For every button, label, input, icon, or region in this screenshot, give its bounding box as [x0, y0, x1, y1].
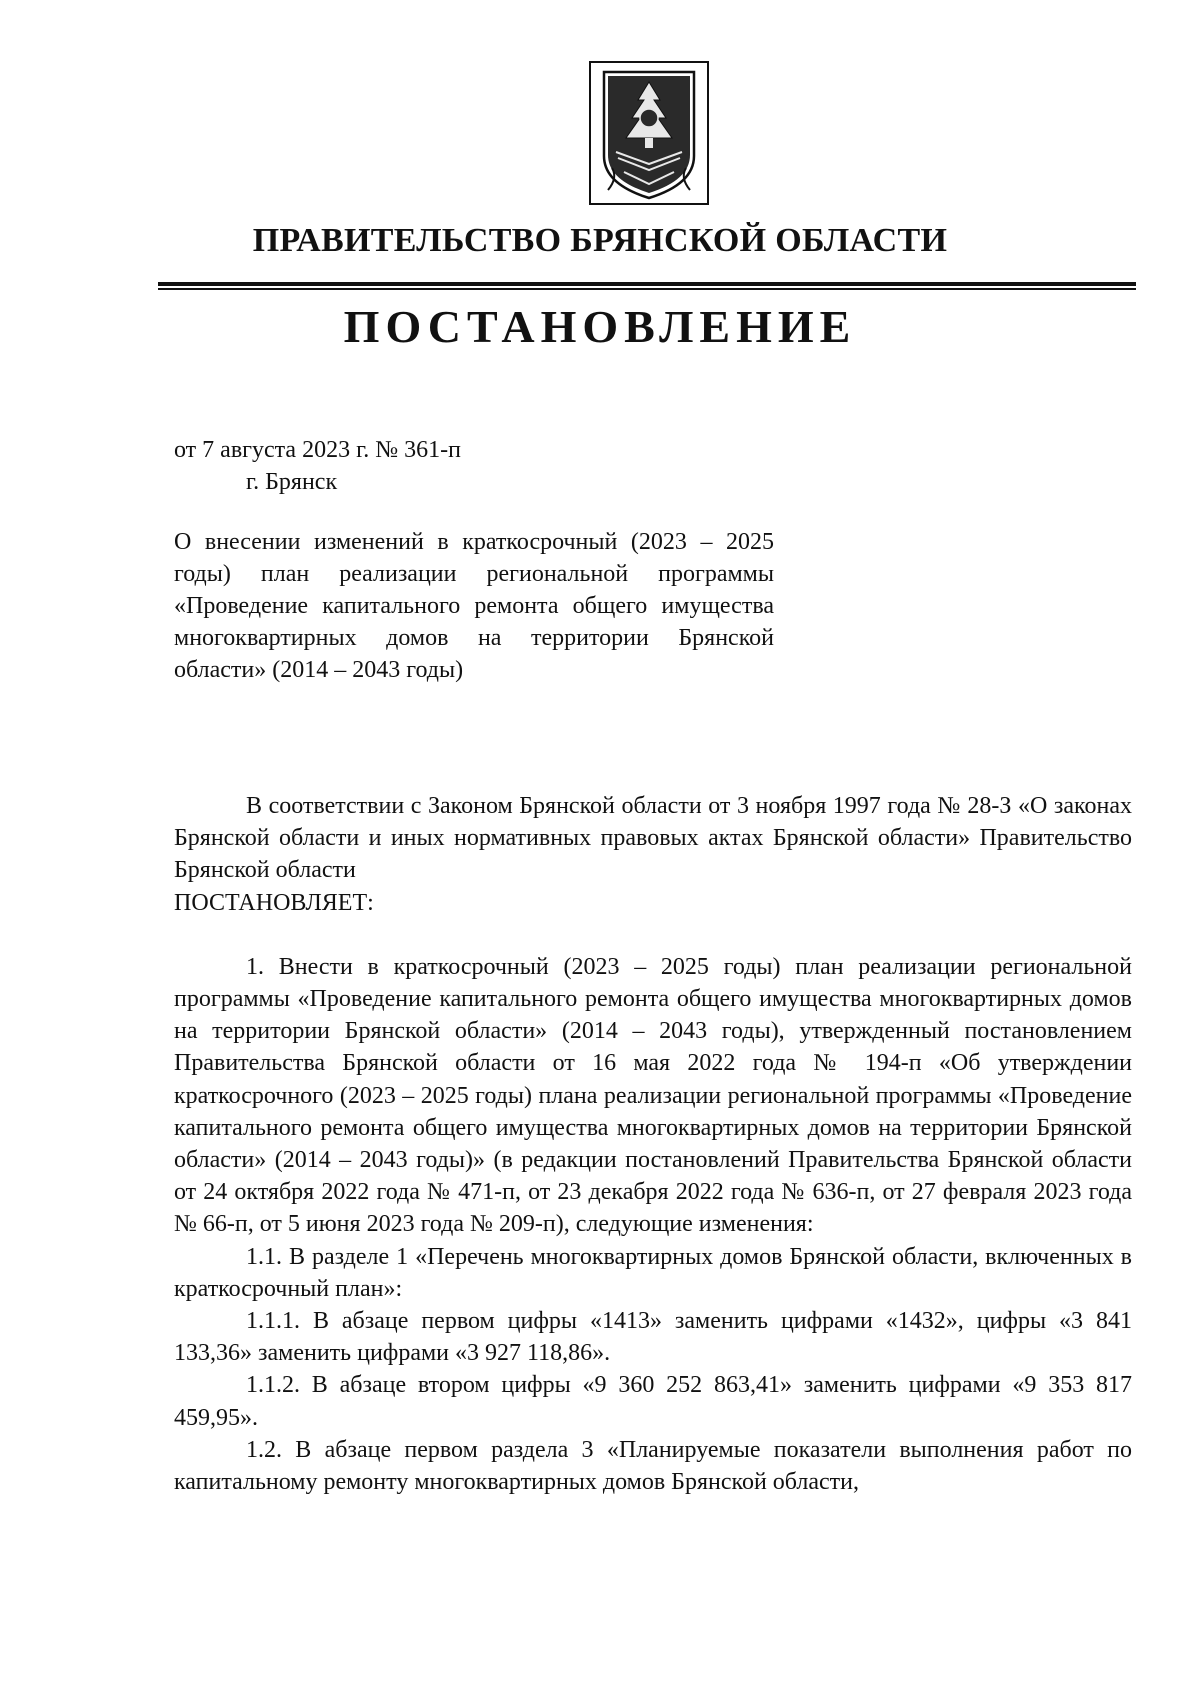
- header-divider-thick: [158, 282, 1136, 286]
- document-body: [174, 790, 1132, 1498]
- document-subject: О внесении изменений в краткосрочный (2023 – 2025 годы) план реализации региональной программы «Проведение капитального ремонта общего имущества многоквартирных домов на территории Брянской области» (2014 – 2043 годы): [174, 529, 774, 683]
- clause-1-1-1: 1.1.1. В абзаце первом цифры «1413» заменить цифрами «1432», цифры «3 841 133,36» заменить цифрами «3 927 118,86».: [174, 1308, 1132, 1367]
- organization-title: ПРАВИТЕЛЬСТВО БРЯНСКОЙ ОБЛАСТИ: [252, 222, 948, 259]
- document-meta: [174, 434, 461, 498]
- clause-1-1-2: 1.1.2. В абзаце втором цифры «9 360 252 863,41» заменить цифрами «9 353 817 459,95».: [174, 1372, 1132, 1431]
- clause-1-2: 1.2. В абзаце первом раздела 3 «Планируемые показатели выполнения работ по капитальному ремонту многоквартирных домов Брянской области,: [174, 1436, 1132, 1496]
- decree-word: ПОСТАНОВЛЯЕТ:: [174, 889, 374, 916]
- preamble-paragraph: В соответствии с Законом Брянской области от 3 ноября 1997 года № 28-З «О законах Брянской области и иных нормативных правовых актах Брянской области» Правительство Брянской области: [174, 793, 1132, 884]
- header-divider-thin: [158, 288, 1136, 290]
- clause-1-1: 1.1. В разделе 1 «Перечень многоквартирных домов Брянской области, включенных в краткосрочный план»:: [174, 1243, 1132, 1302]
- clause-1: 1. Внести в краткосрочный (2023 – 2025 годы) план реализации региональной программы «Проведение капитального ремонта общего имущества многоквартирных домов на территории Брянской области» (2014 – 2043 годы), утвержденный постановлением Правительства Брянской области от 16 мая 2022 года № 194-п «Об утверждении краткосрочного (2023 – 2025 годы) плана реализации региональной программы «Проведение капитального ремонта общего имущества многоквартирных домов на территории Брянской области» (2014 – 2043 годы)» (в редакции постановлений Правительства Брянской области от 24 октября 2022 года № 471-п, от 23 декабря 2022 года № 636-п, от 27 февраля 2023 года № 66-п, от 5 июня 2023 года № 209-п), следующие изменения:: [174, 953, 1132, 1238]
- document-type-title: ПОСТАНОВЛЕНИЕ: [343, 301, 857, 352]
- document-city: г. Брянск: [246, 469, 338, 495]
- header-divider: [158, 282, 1136, 290]
- document-date-number: от 7 августа 2023 г. № 361-п: [174, 437, 461, 463]
- bryansk-coat-of-arms-icon: [588, 60, 710, 206]
